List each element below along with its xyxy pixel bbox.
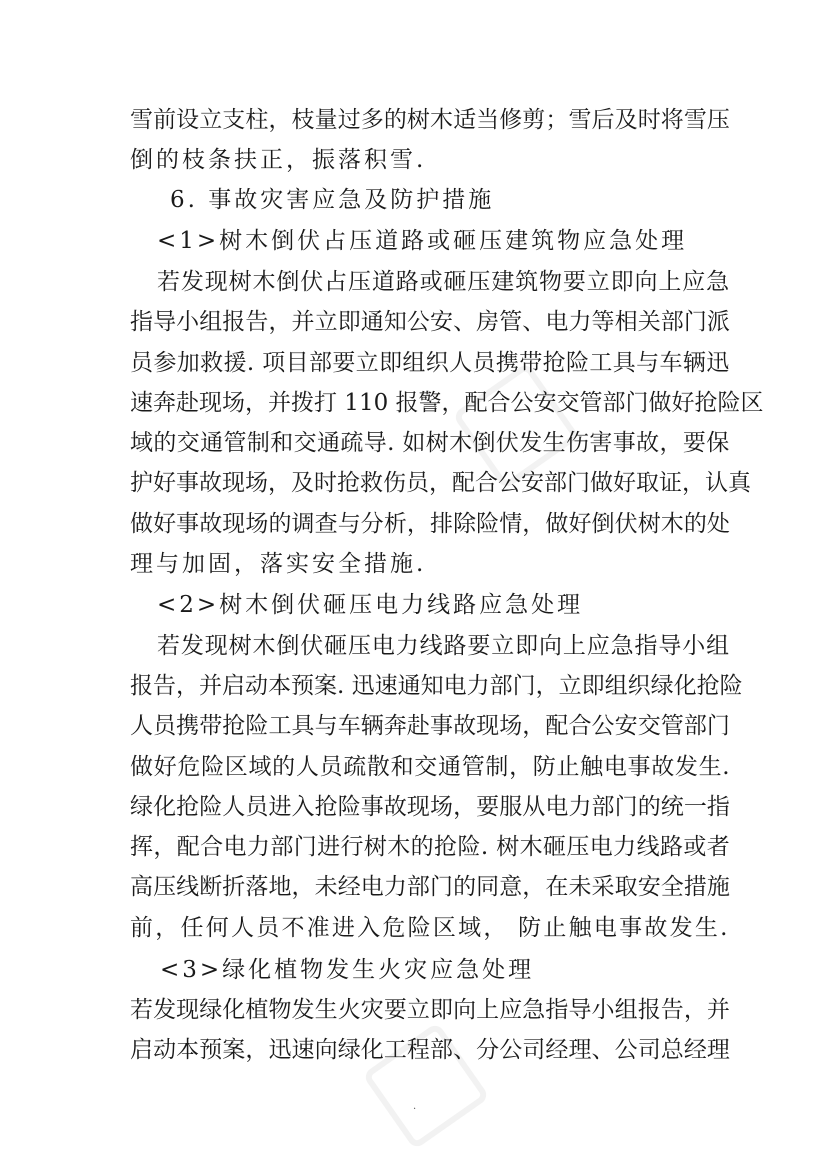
- text-line: 若发现绿化植物发生火灾要立即向上应急指导小组报告，并: [130, 997, 730, 1023]
- text-line: 员参加救援. 项目部要立即组织人员携带抢险工具与车辆迅: [130, 350, 730, 376]
- text-line: 域的交通管制和交通疏导. 如树木倒伏发生伤害事故，要保: [130, 430, 730, 456]
- subsection-heading: <2>树木倒伏砸压电力线路应急处理: [157, 592, 584, 618]
- text-line: 若发现树木倒伏占压道路或砸压建筑物要立即向上应急: [157, 269, 730, 295]
- text-line: 前，任何人员不准进入危险区域， 防止触电事故发生.: [130, 915, 730, 941]
- footer-mark: .: [413, 1101, 417, 1112]
- text-line: 人员携带抢险工具与车辆奔赴事故现场，配合公安交管部门: [130, 713, 730, 739]
- text-line: 高压线断折落地，未经电力部门的同意，在未采取安全措施: [130, 874, 730, 900]
- text-line: 指导小组报告，并立即通知公安、房管、电力等相关部门派: [130, 309, 730, 335]
- text-line: 护好事故现场，及时抢救伤员，配合公安部门做好取证，认真: [130, 470, 751, 496]
- text-line: 若发现树木倒伏砸压电力线路要立即向上应急指导小组: [157, 633, 730, 659]
- text-line: 倒的枝条扶正，振落积雪.: [130, 147, 427, 173]
- text-line: 启动本预案，迅速向绿化工程部、分公司经理、公司总经理: [130, 1037, 730, 1063]
- text-line: 报告，并启动本预案. 迅速通知电力部门，立即组织绿化抢险: [130, 673, 743, 699]
- text-line: 挥，配合电力部门进行树木的抢险. 树木砸压电力线路或者: [130, 834, 731, 860]
- text-line: 速奔赴现场，并拨打 110 报警，配合公安交管部门做好抢险区: [130, 390, 764, 416]
- text-line: 理与加固，落实安全措施.: [130, 551, 427, 577]
- subsection-heading: <1>树木倒伏占压道路或砸压建筑物应急处理: [157, 228, 688, 254]
- text-line: 雪前设立支柱，枝量过多的树木适当修剪；雪后及时将雪压: [130, 107, 730, 133]
- section-heading: 6. 事故灾害应急及防护措施: [170, 187, 495, 213]
- text-line: 绿化抢险人员进入抢险事故现场，要服从电力部门的统一指: [130, 794, 730, 820]
- subsection-heading: <3>绿化植物发生火灾应急处理: [160, 957, 535, 983]
- text-line: 做好事故现场的调查与分析，排除险情，做好倒伏树木的处: [130, 511, 730, 537]
- text-line: 做好危险区域的人员疏散和交通管制，防止触电事故发生.: [130, 754, 731, 780]
